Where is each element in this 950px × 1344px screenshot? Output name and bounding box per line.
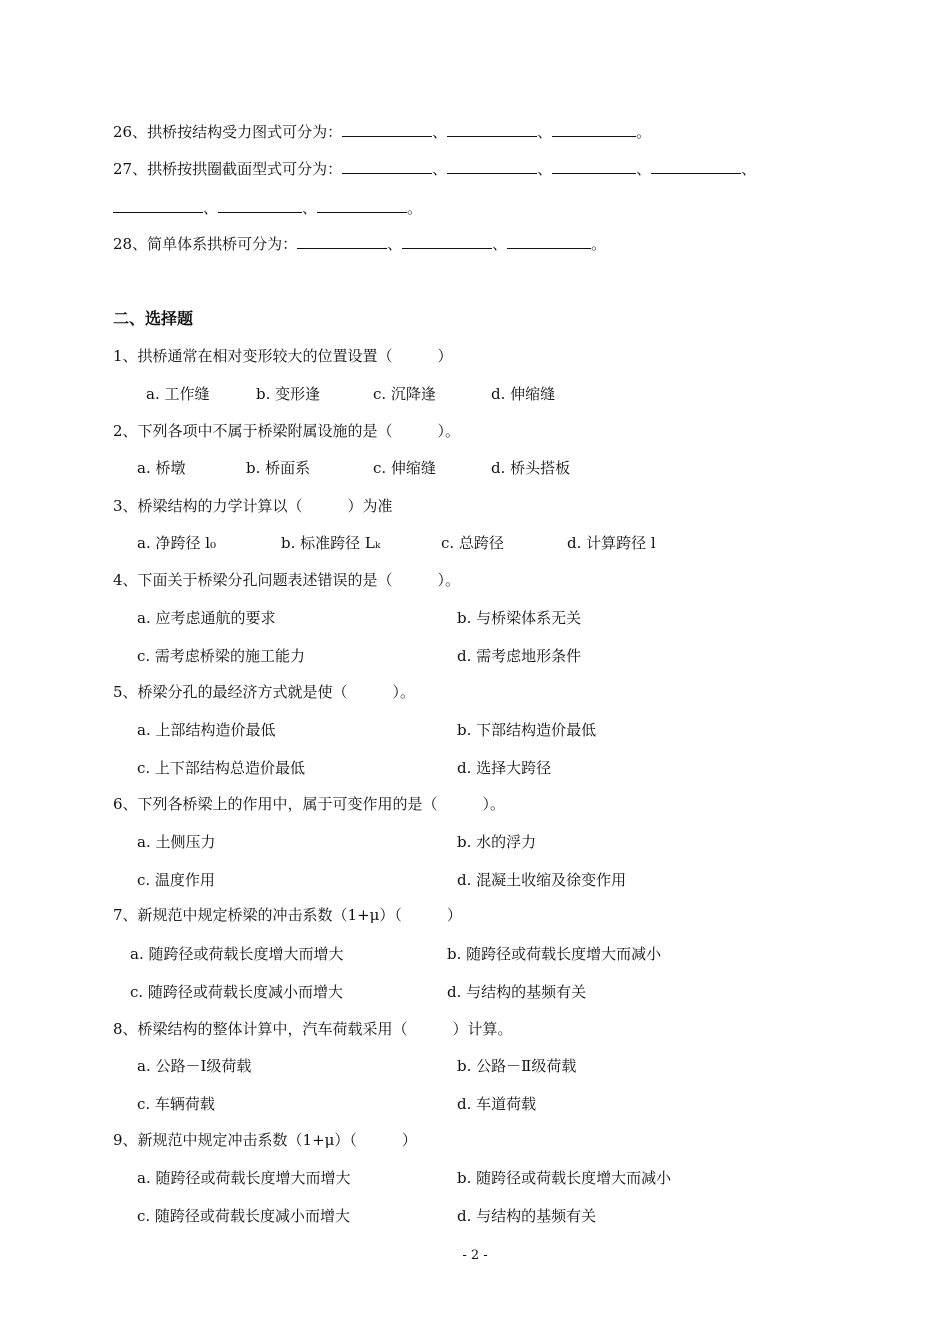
answer-blank[interactable]	[552, 159, 636, 174]
question-8-option-b[interactable]: b. 公路－Ⅱ级荷载	[457, 1057, 577, 1075]
question-8-option-c[interactable]: c. 车辆荷载	[137, 1095, 215, 1113]
section-title: 二、选择题	[113, 309, 194, 328]
question-5-stem: 5、桥梁分孔的最经济方式就是使（ ）。	[113, 683, 416, 701]
question-3-option-c[interactable]: c. 总跨径	[441, 534, 504, 552]
question-7-stem: 7、新规范中规定桥梁的冲击系数（1+μ）（ ）	[113, 906, 462, 924]
question-7-option-a[interactable]: a. 随跨径或荷载长度增大而增大	[130, 945, 344, 963]
question-6-option-a[interactable]: a. 土侧压力	[137, 833, 216, 851]
answer-blank[interactable]	[507, 234, 591, 249]
question-27	[113, 159, 756, 179]
question-3-option-b[interactable]: b. 标准跨径 Lₖ	[281, 534, 381, 552]
separator: 、	[432, 123, 448, 141]
question-3-stem: 3、桥梁结构的力学计算以（ ）为准	[113, 497, 393, 515]
question-4-option-c[interactable]: c. 需考虑桥梁的施工能力	[137, 647, 305, 665]
separator: 、	[636, 160, 652, 178]
question-6-stem: 6、下列各桥梁上的作用中，属于可变作用的是（ ）。	[113, 795, 506, 813]
answer-blank[interactable]	[317, 198, 407, 213]
question-1-option-c[interactable]: c. 沉降逢	[373, 385, 436, 403]
separator: 、	[302, 199, 318, 217]
question-1-option-d[interactable]: d. 伸缩缝	[491, 385, 556, 403]
question-5-option-d[interactable]: d. 选择大跨径	[457, 759, 552, 777]
question-2-option-b[interactable]: b. 桥面系	[246, 459, 311, 477]
question-2-option-d[interactable]: d. 桥头搭板	[491, 459, 571, 477]
separator: 、	[203, 199, 219, 217]
terminator: 。	[636, 123, 652, 141]
separator: 、	[432, 160, 448, 178]
question-26-text: 26、拱桥按结构受力图式可分为：	[113, 123, 343, 141]
question-2-option-c[interactable]: c. 伸缩缝	[373, 459, 436, 477]
answer-blank[interactable]	[342, 159, 432, 174]
question-2-stem: 2、下列各项中不属于桥梁附属设施的是（ ）。	[113, 422, 461, 440]
question-9-option-a[interactable]: a. 随跨径或荷载长度增大而增大	[137, 1169, 351, 1187]
question-9-option-c[interactable]: c. 随跨径或荷载长度减小而增大	[137, 1207, 350, 1225]
question-3-option-d[interactable]: d. 计算跨径 l	[567, 534, 656, 552]
question-5-option-b[interactable]: b. 下部结构造价最低	[457, 721, 597, 739]
question-26	[113, 122, 651, 142]
answer-blank[interactable]	[447, 122, 537, 137]
answer-blank[interactable]	[651, 159, 741, 174]
question-1-stem: 1、拱桥通常在相对变形较大的位置设置（ ）	[113, 347, 453, 365]
question-8-option-d[interactable]: d. 车道荷载	[457, 1095, 537, 1113]
terminator: 。	[591, 235, 607, 253]
question-28	[113, 234, 606, 254]
answer-blank[interactable]	[113, 198, 203, 213]
question-9-option-d[interactable]: d. 与结构的基频有关	[457, 1207, 597, 1225]
question-27-continued	[113, 198, 422, 218]
separator: 、	[537, 123, 553, 141]
question-4-stem: 4、下面关于桥梁分孔问题表述错误的是（ ）。	[113, 571, 461, 589]
question-4-option-d[interactable]: d. 需考虑地形条件	[457, 647, 582, 665]
answer-blank[interactable]	[447, 159, 537, 174]
question-28-text: 28、简单体系拱桥可分为：	[113, 235, 298, 253]
question-3-option-a[interactable]: a. 净跨径 l₀	[137, 534, 217, 552]
answer-blank[interactable]	[402, 234, 492, 249]
page-number: - 2 -	[462, 1248, 488, 1263]
question-4-option-b[interactable]: b. 与桥梁体系无关	[457, 609, 582, 627]
question-5-option-a[interactable]: a. 上部结构造价最低	[137, 721, 276, 739]
question-4-option-a[interactable]: a. 应考虑通航的要求	[137, 609, 276, 627]
separator: 、	[537, 160, 553, 178]
answer-blank[interactable]	[297, 234, 387, 249]
answer-blank[interactable]	[552, 122, 636, 137]
question-9-option-b[interactable]: b. 随跨径或荷载长度增大而减小	[457, 1169, 672, 1187]
separator: 、	[741, 160, 757, 178]
answer-blank[interactable]	[218, 198, 302, 213]
question-6-option-c[interactable]: c. 温度作用	[137, 871, 215, 889]
question-8-option-a[interactable]: a. 公路－Ⅰ级荷载	[137, 1057, 252, 1075]
separator: 、	[492, 235, 508, 253]
terminator: 。	[407, 199, 423, 217]
question-7-option-d[interactable]: d. 与结构的基频有关	[447, 983, 587, 1001]
question-2-option-a[interactable]: a. 桥墩	[137, 459, 186, 477]
question-6-option-b[interactable]: b. 水的浮力	[457, 833, 537, 851]
question-7-option-b[interactable]: b. 随跨径或荷载长度增大而减小	[447, 945, 662, 963]
question-7-option-c[interactable]: c. 随跨径或荷载长度减小而增大	[130, 983, 343, 1001]
question-27-text: 27、拱桥按拱圈截面型式可分为：	[113, 160, 343, 178]
separator: 、	[387, 235, 403, 253]
answer-blank[interactable]	[342, 122, 432, 137]
question-6-option-d[interactable]: d. 混凝土收缩及徐变作用	[457, 871, 627, 889]
question-9-stem: 9、新规范中规定冲击系数（1+μ）（ ）	[113, 1131, 417, 1149]
question-1-option-b[interactable]: b. 变形逢	[256, 385, 321, 403]
question-1-option-a[interactable]: a. 工作缝	[146, 385, 210, 403]
question-5-option-c[interactable]: c. 上下部结构总造价最低	[137, 759, 305, 777]
question-8-stem: 8、桥梁结构的整体计算中，汽车荷载采用（ ）计算。	[113, 1020, 513, 1038]
